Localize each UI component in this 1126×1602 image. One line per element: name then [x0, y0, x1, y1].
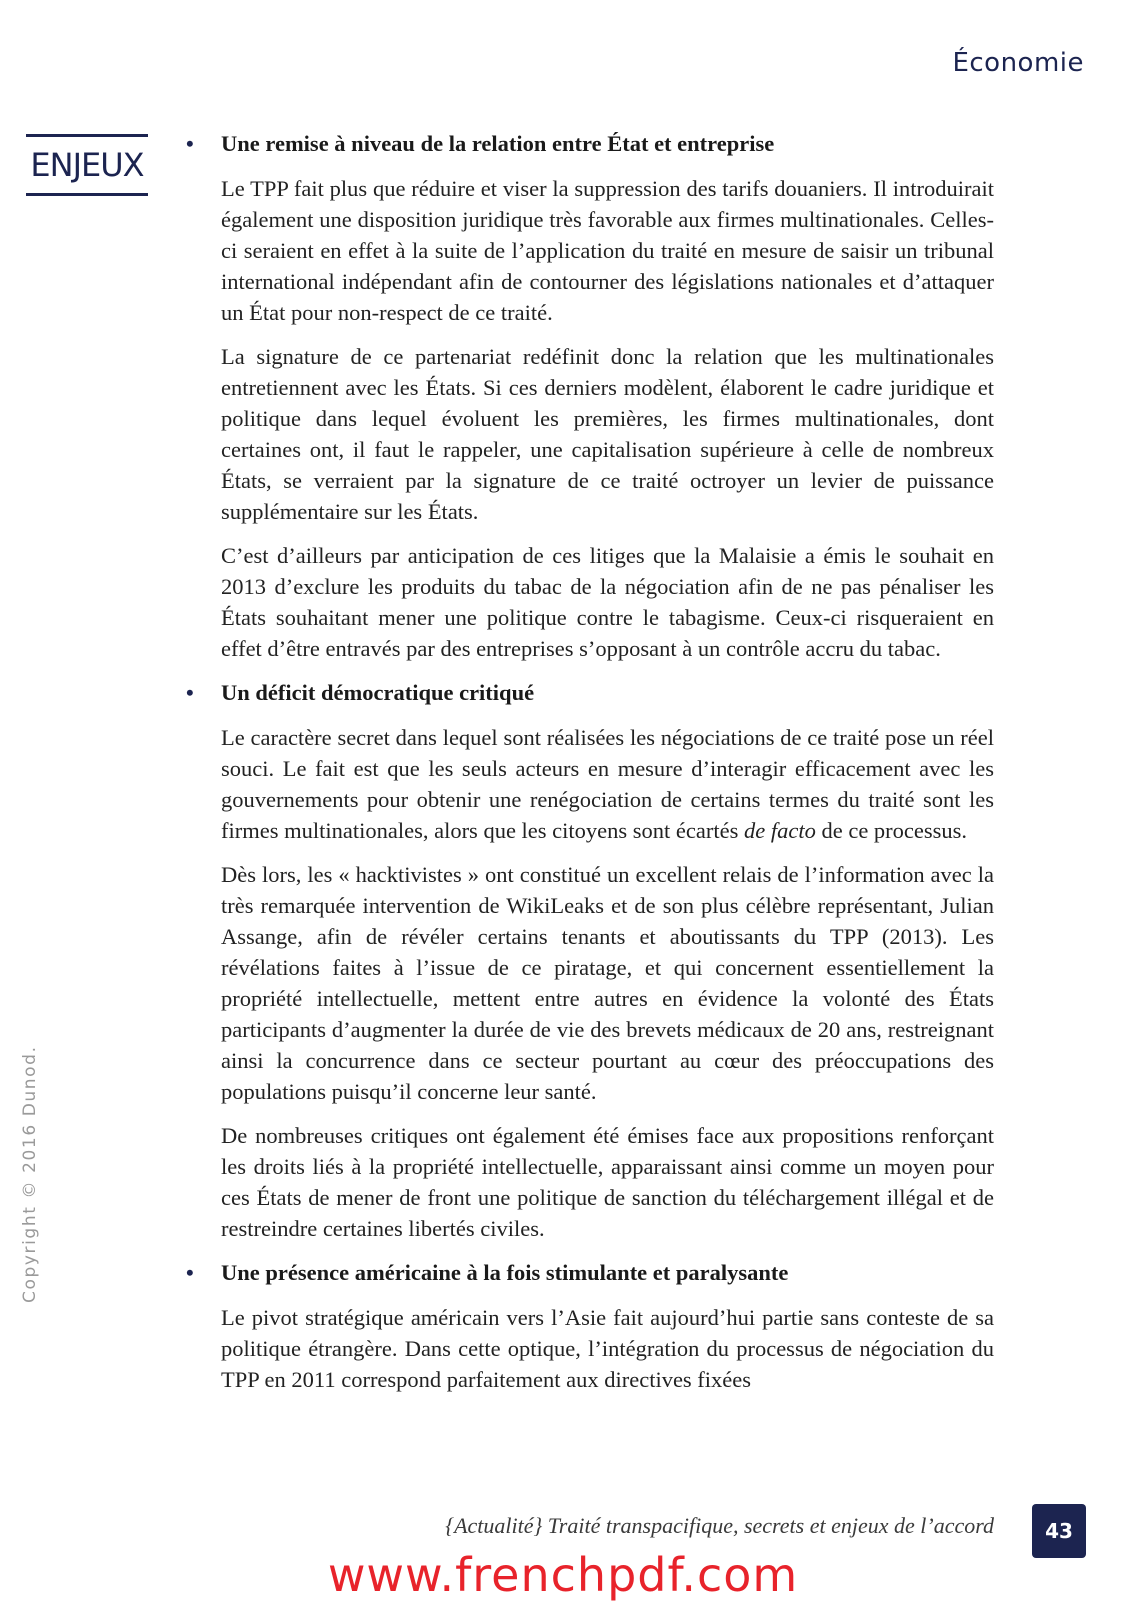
paragraph-text: de ce processus.	[815, 818, 968, 843]
paragraph-text: Le caractère secret dans lequel sont réalisées les négociations de ce traité pose un réel souci. Le fait est que les seuls acteurs en mesure d’interagir efficacement avec les gouvernements pour obtenir une renégociation de certains termes du traité sont les firmes multinationales, alors que les citoyens sont écartés	[221, 725, 994, 843]
footer-book-title: {Actualité} Traité transpacifique, secrets et enjeux de l’accord	[445, 1513, 994, 1538]
paragraph: Le TPP fait plus que réduire et viser la suppression des tarifs douaniers. Il introduirait également une disposition juridique très favorable aux firmes multinationales. Celles-ci seraient en effet à la suite de l’application du traité en mesure de saisir un tribunal international indépendant afin de contourner des législations nationales et d’attaquer un État pour non-respect de ce traité.	[221, 176, 994, 325]
enjeux-badge: ENJEUX	[26, 134, 148, 196]
section-heading	[186, 1257, 994, 1288]
paragraph	[221, 722, 994, 846]
paragraph: De nombreuses critiques ont également été émises face aux propositions renforçant les droits liés à la propriété intellectuelle, apparaissant ainsi comme un moyen pour ces États de mener de front une politique de sanction du téléchargement illégal et de restreindre certaines libertés civiles.	[221, 1123, 994, 1241]
section-heading-text: Un déficit démocratique critiqué	[221, 680, 535, 705]
paragraph: Dès lors, les « hacktivistes » ont constitué un excellent relais de l’information avec la très remarquée intervention de WikiLeaks et de son plus célèbre représentant, Julian Assange, afin de révéler certains tenants et aboutissants du TPP (2013). Les révélations faites à l’issue de ce piratage, et qui concernent essentiellement la propriété intellectuelle, mettent entre autres en évidence la volonté des États participants d’augmenter la durée de vie des brevets médicaux de 20 ans, restreignant ainsi la concurrence dans ce secteur pourtant au cœur des préoccupations des populations puisqu’il concerne leur santé.	[221, 862, 994, 1104]
copyright-notice: Copyright © 2016 Dunod.	[20, 1045, 40, 1303]
section-heading	[186, 128, 994, 159]
section-heading-text: Une présence américaine à la fois stimulante et paralysante	[221, 1260, 789, 1285]
bullet-icon: •	[186, 1260, 194, 1285]
paragraph: La signature de ce partenariat redéfinit donc la relation que les multinationales entretiennent avec les États. Si ces derniers modèlent, élaborent le cadre juridique et politique dans lequel évoluent les premières, les firmes multinationales, dont certaines ont, il faut le rappeler, une capitalisation supérieure à celle de nombreux États, se verraient par la signature de ce traité octroyer un levier de puissance supplémentaire sur les États.	[221, 344, 994, 524]
italic-term: de facto	[743, 818, 816, 843]
bullet-icon: •	[186, 131, 194, 156]
section-heading	[186, 677, 994, 708]
section-title: Économie	[952, 48, 1084, 78]
main-content	[186, 128, 994, 1408]
paragraph: C’est d’ailleurs par anticipation de ces litiges que la Malaisie a émis le souhait en 2013 d’exclure les produits du tabac de la négociation afin de ne pas pénaliser les États souhaitant mener une politique contre le tabagisme. Ceux-ci risqueraient en effet d’être entravés par des entreprises s’opposant à un contrôle accru du tabac.	[221, 543, 994, 661]
watermark-link[interactable]: www.frenchpdf.com	[327, 1548, 799, 1602]
bullet-icon: •	[186, 680, 194, 705]
section-heading-text: Une remise à niveau de la relation entre État et entreprise	[221, 131, 775, 156]
page-number: 43	[1032, 1504, 1086, 1558]
paragraph: Le pivot stratégique américain vers l’Asie fait aujourd’hui partie sans conteste de sa politique étrangère. Dans cette optique, l’intégration du processus de négociation du TPP en 2011 correspond parfaitement aux directives fixées	[221, 1305, 994, 1392]
